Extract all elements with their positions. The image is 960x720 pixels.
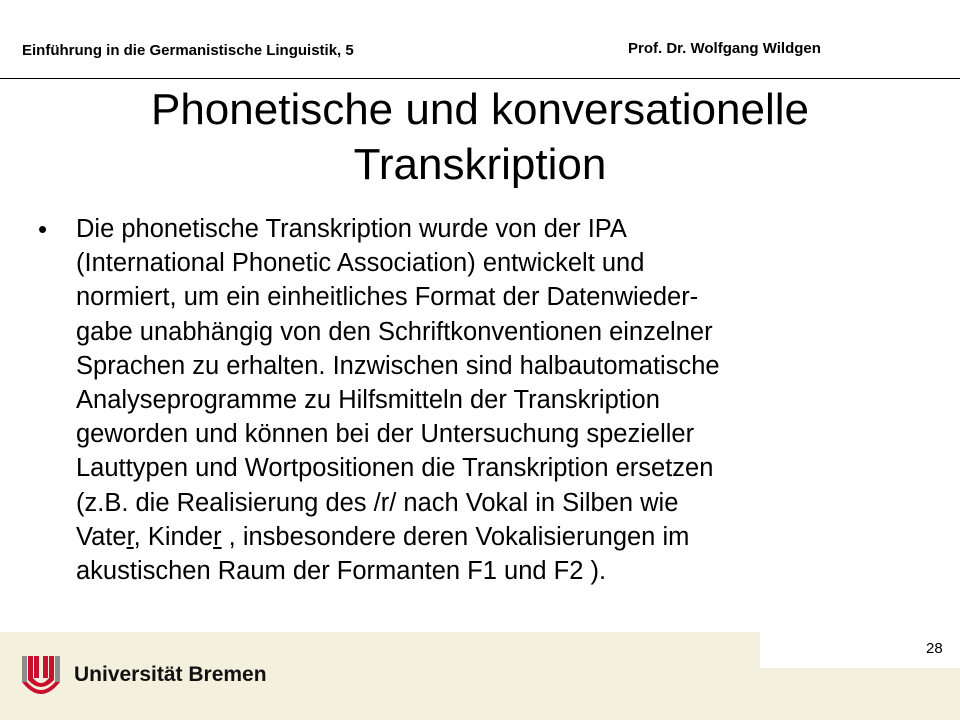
underlined-letter: r xyxy=(213,522,222,551)
text-line xyxy=(76,520,888,554)
page-number: 28 xyxy=(926,640,943,657)
bullet-item xyxy=(38,212,898,588)
slide-title-line-1: Phonetische und konversationelle xyxy=(150,85,809,134)
header-divider xyxy=(0,78,960,79)
text-line: normiert, um ein einheitliches Format der Datenwieder- xyxy=(76,283,699,312)
text-line: Sprachen zu erhalten. Inzwischen sind halbautomatische xyxy=(76,351,720,380)
author-name: Prof. Dr. Wolfgang Wildgen xyxy=(628,40,821,57)
text-segment: , Kinde xyxy=(133,522,214,551)
text-line: Die phonetische Transkription wurde von der IPA xyxy=(76,215,627,243)
text-line: (z.B. die Realisierung des /r/ nach Vokal in Silben wie xyxy=(76,488,679,517)
slide-title xyxy=(40,82,920,192)
course-title: Einführung in die Germanistische Linguistik, 5 xyxy=(22,42,354,59)
text-segment: , insbesondere deren Vokalisierungen im xyxy=(221,522,690,551)
university-name: Universität Bremen xyxy=(74,663,267,686)
underlined-letter: r xyxy=(126,522,134,551)
text-segment: Vate xyxy=(76,522,127,551)
text-line: geworden und können bei der Untersuchung spezieller xyxy=(76,420,695,449)
text-line: Lauttypen und Wortpositionen die Transkription ersetzen xyxy=(76,454,714,483)
text-line: Analyseprogramme zu Hilfsmitteln der Transkription xyxy=(76,386,660,415)
bullet-list xyxy=(38,212,898,588)
text-line: gabe unabhängig von den Schriftkonventionen einzelner xyxy=(76,317,713,346)
bullet-marker: • xyxy=(38,214,48,244)
text-line: (International Phonetic Association) entwickelt und xyxy=(76,249,645,278)
bullet-text xyxy=(76,212,888,588)
universitaet-bremen-logo-icon xyxy=(20,652,62,700)
text-line: akustischen Raum der Formanten F1 und F2 ). xyxy=(76,557,607,586)
slide-title-line-2: Transkription xyxy=(353,140,607,189)
